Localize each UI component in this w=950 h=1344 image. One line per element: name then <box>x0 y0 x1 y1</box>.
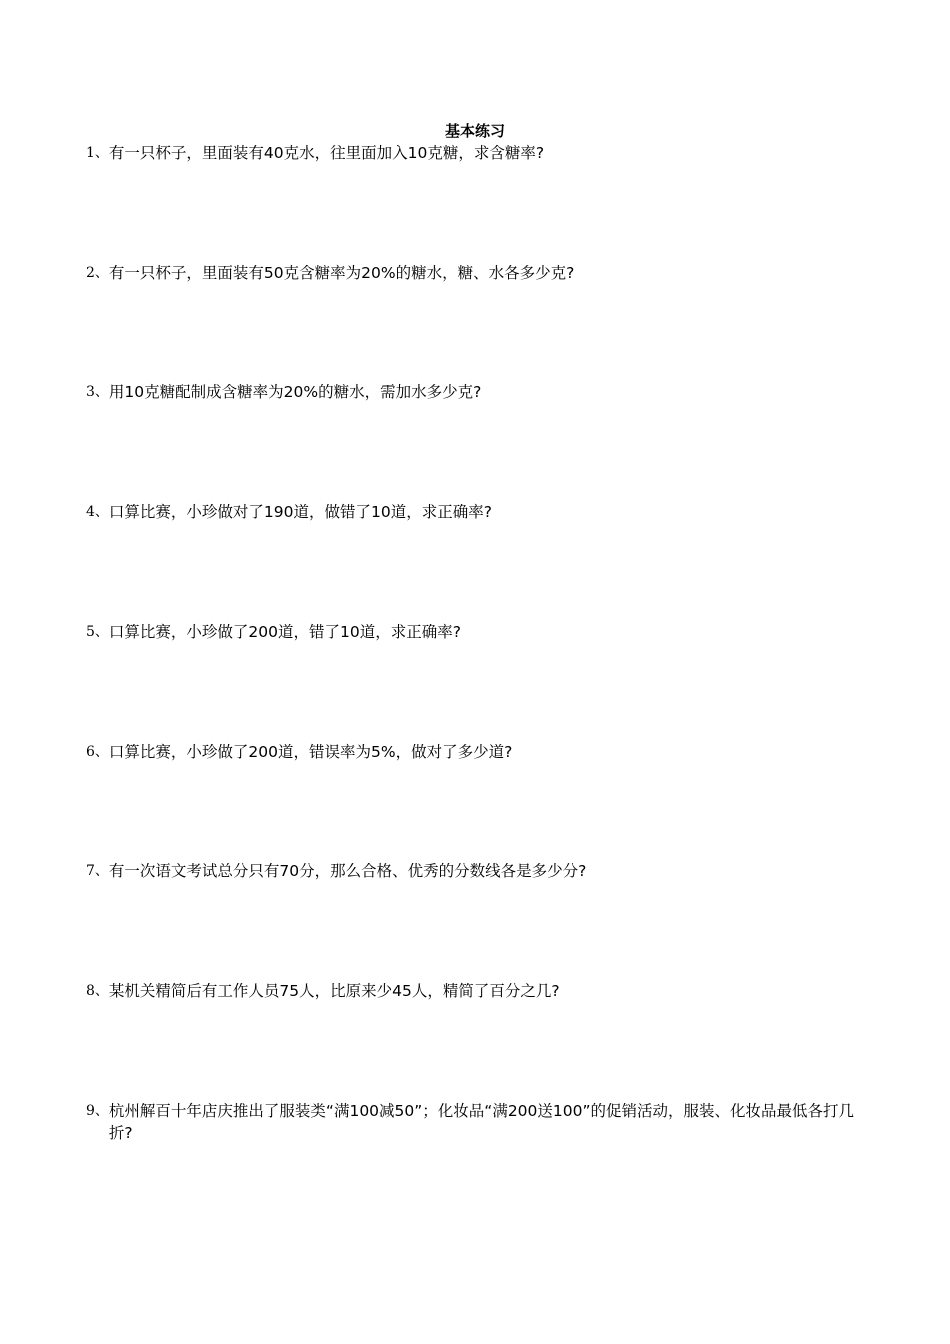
question-text: 口算比赛，小珍做了200道，错误率为5%，做对了多少道? <box>108 743 513 761</box>
question-9 <box>86 1100 876 1144</box>
question-text: 杭州解百十年店庆推出了服装类“满100减50”；化妆品“满200送100”的促销活动，服装、化妆品最低各打几折? <box>108 1102 855 1142</box>
question-number: 7、 <box>86 863 109 879</box>
question-number: 9、 <box>86 1103 109 1119</box>
question-text: 某机关精简后有工作人员75人，比原来少45人，精简了百分之几? <box>108 982 560 1000</box>
question-text: 有一次语文考试总分只有70分，那么合格、优秀的分数线各是多少分? <box>108 862 587 880</box>
page-title: 基本练习 <box>444 122 505 140</box>
question-number: 3、 <box>86 384 109 400</box>
question-text: 口算比赛，小珍做对了190道，做错了10道，求正确率? <box>108 503 492 521</box>
question-number: 1、 <box>86 145 109 161</box>
question-number: 2、 <box>86 265 109 281</box>
question-5 <box>86 621 876 643</box>
question-3 <box>86 381 876 403</box>
question-4 <box>86 501 876 523</box>
question-text: 有一只杯子，里面装有50克含糖率为20%的糖水，糖、水各多少克? <box>108 264 575 282</box>
question-text: 口算比赛，小珍做了200道，错了10道，求正确率? <box>108 623 461 641</box>
question-8 <box>86 980 876 1002</box>
question-number: 8、 <box>86 983 109 999</box>
question-number: 5、 <box>86 624 109 640</box>
question-number: 6、 <box>86 744 109 760</box>
question-text: 用10克糖配制成含糖率为20%的糖水，需加水多少克? <box>108 383 482 401</box>
question-text: 有一只杯子，里面装有40克水，往里面加入10克糖，求含糖率? <box>108 144 545 162</box>
question-1 <box>86 142 876 164</box>
question-7 <box>86 860 876 882</box>
question-6 <box>86 741 876 763</box>
question-2 <box>86 262 876 284</box>
question-number: 4、 <box>86 504 109 520</box>
